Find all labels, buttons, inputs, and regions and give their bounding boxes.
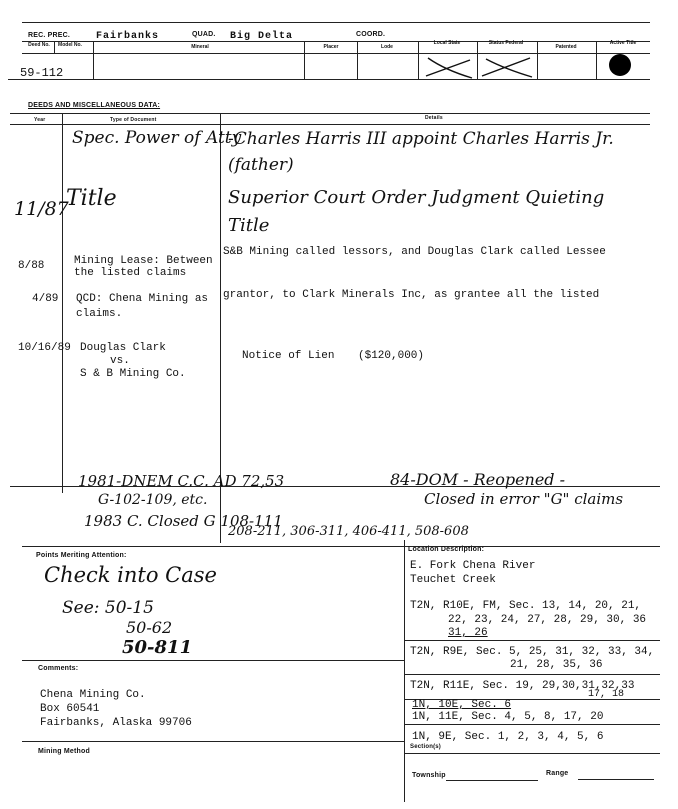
comments-line3: Fairbanks, Alaska 99706 [40, 717, 192, 729]
township2-line1: T2N, R9E, Sec. 5, 25, 31, 32, 33, 34, [410, 646, 655, 658]
deeds-top-rule [10, 113, 650, 114]
rec-prec-value: Fairbanks [96, 31, 160, 42]
active-title-label: Active Title [609, 40, 637, 46]
col-divider [93, 41, 94, 79]
deeds-header-rule [10, 124, 650, 125]
township1-line1: T2N, R10E, FM, Sec. 13, 14, 20, 21, [410, 600, 642, 612]
township3-line1: T2N, R11E, Sec. 19, 29,30,31,32,33 [410, 680, 635, 692]
comments-line1: Chena Mining Co. [40, 689, 146, 701]
location-rule [405, 674, 660, 675]
comments-label: Comments: [38, 665, 79, 672]
lode-label: Lode [381, 44, 393, 50]
lower-top-rule [22, 546, 660, 547]
township-blank [446, 780, 538, 781]
row2-details: Superior Court Order Judgment Quieting Title [228, 187, 605, 236]
placer-label: Placer [323, 44, 339, 50]
coord-label: COORD. [356, 31, 386, 38]
notes-line3: 1983 C. Closed G 108-111 [84, 512, 283, 530]
township1-line3: 31, 26 [448, 627, 488, 639]
notes-line1: 1981-DNEM C.C. AD 72,53 [78, 472, 285, 490]
header-rule-2 [22, 41, 650, 42]
local-state-label: Local State [433, 40, 461, 46]
quad-value: Big Delta [230, 31, 294, 42]
row1-details: -Charles Harris III appoint Charles Harris Jr. (father) [228, 129, 614, 175]
model-no-label: Model No. [58, 42, 82, 48]
year-col-divider [62, 113, 63, 493]
row3-details: S&B Mining called lessors, and Douglas Clark called Lessee [223, 246, 606, 258]
row5-type-line1: Douglas Clark [80, 342, 166, 354]
township1-line2: 22, 23, 24, 27, 28, 29, 30, 36 [448, 614, 647, 626]
row5-amount: ($120,000) [358, 350, 425, 362]
row3-year: 8/88 [18, 260, 45, 272]
header-top-rule [22, 22, 650, 23]
col-type-label: Type of Document [110, 117, 157, 123]
points-label: Points Meriting Attention: [36, 552, 127, 559]
points-line2: See: 50-15 [62, 598, 154, 618]
lower-center-divider [404, 540, 405, 802]
notes-line2: G-102-109, etc. [98, 492, 208, 508]
mineral-label: Mineral [191, 44, 209, 50]
points-line3: 50-62 [126, 618, 173, 637]
row3-type: Mining Lease: Between the listed claims [74, 255, 213, 279]
notes-right1: 84-DOM - Reopened - [390, 470, 566, 489]
mining-method-label: Mining Method [38, 748, 90, 755]
comments-line2: Box 60541 [40, 703, 100, 715]
township4: 1N, 10E, Sec. 6 [412, 699, 512, 711]
active-title-dot [609, 54, 631, 76]
sections-label: Section(s) [410, 744, 442, 750]
township2-line2: 21, 28, 35, 36 [510, 659, 603, 671]
status-marks [420, 54, 650, 80]
row5-type-line3: S & B Mining Co. [80, 368, 186, 380]
row4-details: grantor, to Clark Minerals Inc, as grantee all the listed [223, 289, 600, 301]
row4-type-line1: QCD: Chena Mining as [76, 293, 209, 305]
township5: 1N, 11E, Sec. 4, 5, 8, 17, 20 [412, 711, 604, 723]
col-divider [418, 41, 419, 79]
points-line4: 50-811 [122, 637, 193, 658]
location-rule [405, 640, 660, 641]
col-divider [304, 41, 305, 79]
township-label: Township [412, 772, 446, 779]
township6: 1N, 9E, Sec. 1, 2, 3, 4, 5, 6 [412, 731, 604, 743]
points-line1: Check into Case [44, 563, 217, 587]
col-divider [357, 41, 358, 79]
range-blank [578, 779, 654, 780]
notes-line4: 208-211, 306-311, 406-411, 508-608 [228, 524, 469, 539]
location-label: Location Description: [408, 546, 485, 553]
col-details-label: Details [425, 115, 443, 121]
location-rule [405, 753, 660, 754]
deed-no-label: Deed No. [28, 42, 50, 48]
notes-right2: Closed in error "G" claims [424, 490, 624, 508]
township3-line2: 17, 18 [588, 689, 625, 700]
row1-type: Spec. Power of Atty [72, 128, 242, 148]
row2-type: Title [66, 186, 117, 211]
mining-method-rule [22, 741, 404, 742]
row4-year: 4/89 [32, 293, 59, 305]
quad-label: QUAD. [192, 31, 216, 38]
patented-label: Patented [555, 44, 577, 50]
record-number: 59-112 [20, 66, 64, 80]
row5-details: Notice of Lien [242, 350, 335, 362]
location-line2: Teuchet Creek [410, 574, 496, 586]
location-rule [405, 724, 660, 725]
location-line1: E. Fork Chena River [410, 560, 536, 572]
deeds-title: DEEDS AND MISCELLANEOUS DATA: [28, 102, 161, 109]
row5-year: 10/16/89 [18, 342, 71, 354]
comments-top-rule [22, 660, 404, 661]
range-label: Range [546, 770, 569, 777]
row5-type-line2: vs. [110, 355, 130, 367]
federal-x-mark-2 [486, 59, 532, 77]
status-federal-label: Status Federal [488, 40, 524, 46]
local-state-x-mark [426, 60, 470, 76]
row4-type-line2: claims. [76, 308, 123, 320]
col-year-label: Year [34, 117, 46, 123]
row2-year: 11/87 [14, 198, 69, 220]
col-divider [54, 41, 55, 53]
rec-prec-label: REC. PREC. [28, 32, 71, 39]
